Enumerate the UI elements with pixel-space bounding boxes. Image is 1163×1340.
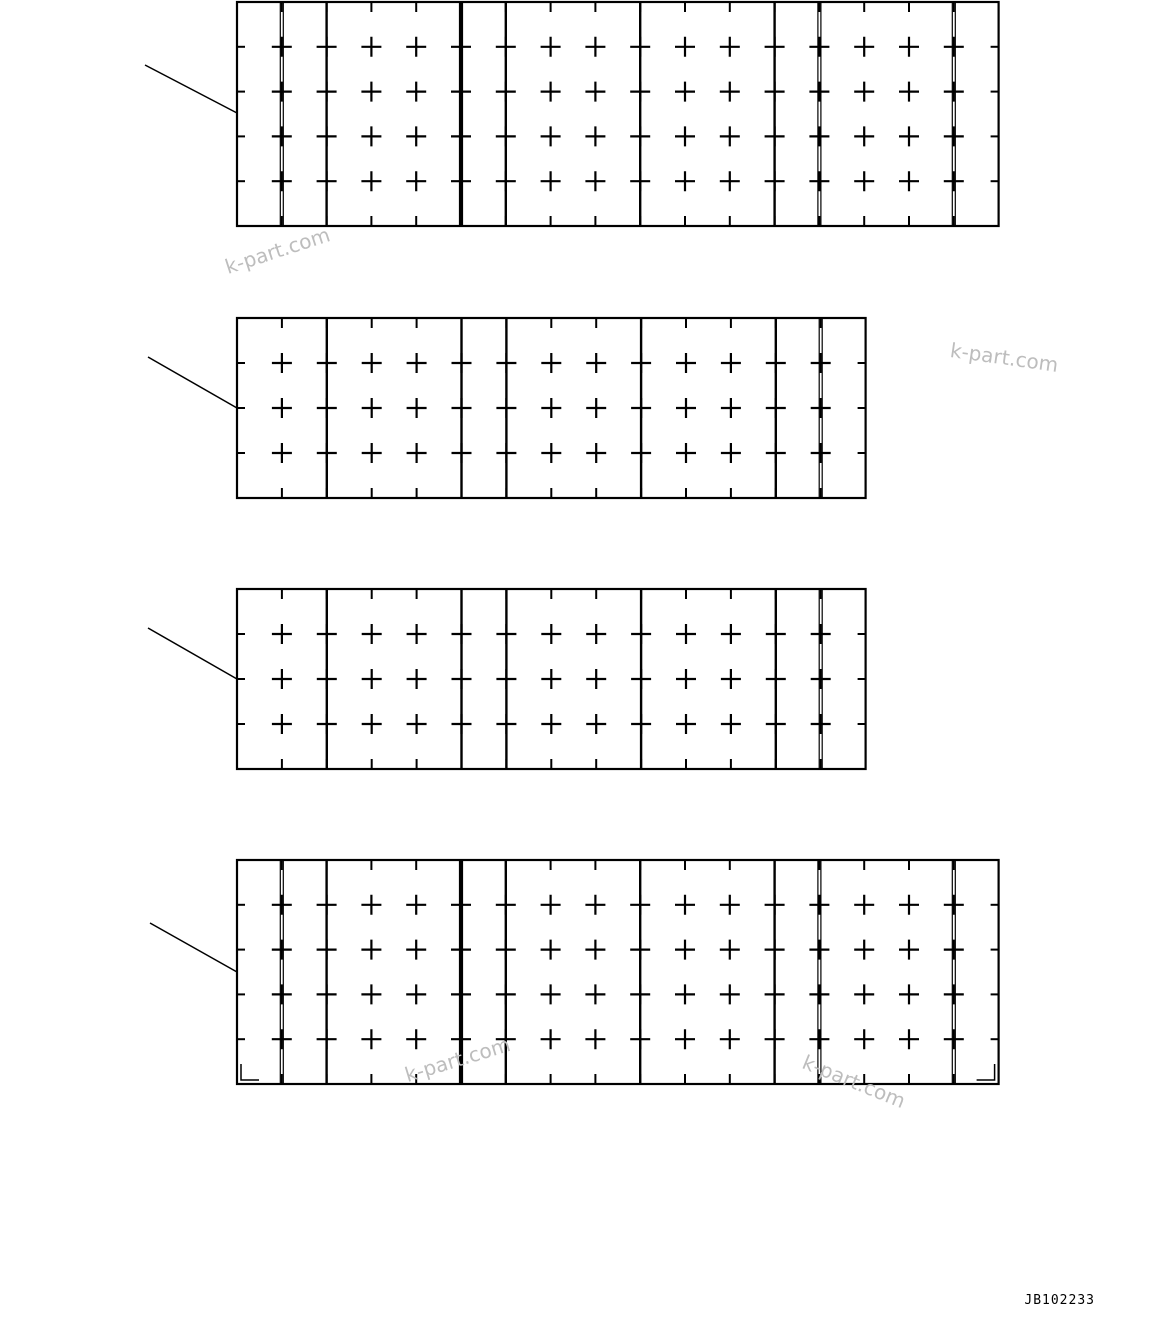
cross-slot (272, 714, 292, 734)
cross-slot (675, 984, 695, 1004)
leader-line-3 (148, 628, 237, 679)
cross-slot (406, 82, 426, 102)
cross-slot (407, 714, 427, 734)
cross-slot (272, 940, 292, 960)
cross-slot (362, 353, 382, 373)
cross-slot (809, 1029, 829, 1049)
cross-slot (809, 171, 829, 191)
cross-slot (585, 37, 605, 57)
cross-slot (272, 669, 292, 689)
cross-slot (541, 895, 561, 915)
cross-slot (406, 940, 426, 960)
cross-slot (362, 714, 382, 734)
cross-slot (361, 984, 381, 1004)
cross-slot (720, 171, 740, 191)
cross-slot (406, 37, 426, 57)
cross-slot (811, 398, 831, 418)
cross-slot (720, 895, 740, 915)
cross-slot (854, 940, 874, 960)
grate-frame (237, 2, 999, 226)
cross-slot (541, 37, 561, 57)
cross-slot (899, 940, 919, 960)
cross-slot (944, 940, 964, 960)
cross-slot (854, 1029, 874, 1049)
cross-slot (675, 1029, 695, 1049)
cross-slot (272, 353, 292, 373)
cross-slot (854, 895, 874, 915)
cross-slot (406, 895, 426, 915)
cross-slot (541, 669, 561, 689)
floor-grate-3 (237, 589, 866, 769)
cross-slot (406, 1029, 426, 1049)
cross-slot (720, 984, 740, 1004)
cross-slot (585, 940, 605, 960)
cross-slot (811, 624, 831, 644)
cross-slot (541, 940, 561, 960)
cross-slot (272, 37, 292, 57)
cross-slot (899, 1029, 919, 1049)
cross-slot (407, 353, 427, 373)
cross-slot (362, 669, 382, 689)
cross-slot (586, 443, 606, 463)
cross-slot (541, 1029, 561, 1049)
cross-slot (854, 82, 874, 102)
cross-slot (720, 940, 740, 960)
cross-slot (585, 1029, 605, 1049)
leader-line-1 (145, 65, 237, 113)
cross-slot (361, 895, 381, 915)
cross-slot (809, 895, 829, 915)
cross-slot (361, 82, 381, 102)
cross-slot (811, 353, 831, 373)
cross-slot (854, 984, 874, 1004)
cross-slot (899, 171, 919, 191)
cross-slot (406, 984, 426, 1004)
cross-slot (809, 37, 829, 57)
cross-slot (541, 171, 561, 191)
drawing-code: JB102233 (1024, 1293, 1095, 1308)
cross-slot (586, 714, 606, 734)
cross-slot (899, 984, 919, 1004)
cross-slot (272, 398, 292, 418)
watermark-1: k-part.com (222, 222, 333, 279)
cross-slot (585, 171, 605, 191)
cross-slot (899, 895, 919, 915)
cross-slot (809, 126, 829, 146)
cross-slot (809, 82, 829, 102)
cross-slot (541, 624, 561, 644)
cross-slot (721, 714, 741, 734)
cross-slot (407, 669, 427, 689)
cross-slot (720, 37, 740, 57)
cross-slot (362, 443, 382, 463)
cross-slot (809, 940, 829, 960)
cross-slot (586, 353, 606, 373)
floor-grate-1 (237, 2, 999, 226)
cross-slot (585, 895, 605, 915)
cross-slot (899, 126, 919, 146)
cross-slot (675, 126, 695, 146)
cross-slot (585, 984, 605, 1004)
cross-slot (676, 353, 696, 373)
cross-slot (541, 398, 561, 418)
cross-slot (721, 669, 741, 689)
cross-slot (675, 171, 695, 191)
cross-slot (675, 82, 695, 102)
cross-slot (362, 624, 382, 644)
cross-slot (899, 37, 919, 57)
cross-slot (272, 1029, 292, 1049)
cross-slot (721, 353, 741, 373)
cross-slot (272, 171, 292, 191)
cross-slot (361, 37, 381, 57)
leader-line-4 (150, 923, 237, 972)
corner-bracket (241, 1064, 259, 1080)
cross-slot (676, 624, 696, 644)
floor-grate-2 (237, 318, 866, 498)
cross-slot (811, 669, 831, 689)
cross-slot (720, 82, 740, 102)
cross-slot (944, 82, 964, 102)
cross-slot (272, 126, 292, 146)
corner-bracket (977, 1064, 995, 1080)
cross-slot (361, 940, 381, 960)
cross-slot (272, 443, 292, 463)
grate-frame (237, 860, 999, 1084)
cross-slot (721, 398, 741, 418)
cross-slot (854, 171, 874, 191)
cross-slot (541, 984, 561, 1004)
cross-slot (272, 624, 292, 644)
cross-slot (675, 895, 695, 915)
cross-slot (944, 126, 964, 146)
cross-slot (586, 398, 606, 418)
cross-slot (585, 126, 605, 146)
cross-slot (854, 37, 874, 57)
cross-slot (811, 714, 831, 734)
cross-slot (406, 126, 426, 146)
cross-slot (272, 82, 292, 102)
cross-slot (944, 171, 964, 191)
cross-slot (720, 126, 740, 146)
cross-slot (541, 126, 561, 146)
cross-slot (675, 37, 695, 57)
cross-slot (811, 443, 831, 463)
cross-slot (586, 624, 606, 644)
cross-slot (541, 353, 561, 373)
cross-slot (541, 714, 561, 734)
cross-slot (809, 984, 829, 1004)
cross-slot (407, 443, 427, 463)
cross-slot (361, 1029, 381, 1049)
cross-slot (407, 624, 427, 644)
watermark-2: k-part.com (948, 338, 1060, 377)
cross-slot (541, 443, 561, 463)
cross-slot (407, 398, 427, 418)
cross-slot (586, 669, 606, 689)
cross-slot (854, 126, 874, 146)
cross-slot (899, 82, 919, 102)
cross-slot (585, 82, 605, 102)
cross-slot (272, 895, 292, 915)
cross-slot (541, 82, 561, 102)
cross-slot (361, 171, 381, 191)
cross-slot (676, 714, 696, 734)
leader-line-2 (148, 357, 237, 408)
cross-slot (944, 37, 964, 57)
cross-slot (721, 443, 741, 463)
watermark-4: k-part.com (799, 1050, 909, 1114)
cross-slot (362, 398, 382, 418)
leader-lines (145, 65, 237, 972)
floor-grate-4 (237, 860, 999, 1084)
cross-slot (944, 984, 964, 1004)
cross-slot (272, 984, 292, 1004)
cross-slot (944, 1029, 964, 1049)
cross-slot (361, 126, 381, 146)
watermark-3: k-part.com (402, 1032, 514, 1087)
cross-slot (676, 398, 696, 418)
cross-slot (675, 940, 695, 960)
cross-slot (676, 669, 696, 689)
cross-slot (406, 171, 426, 191)
cross-slot (721, 624, 741, 644)
cross-slot (676, 443, 696, 463)
cross-slot (720, 1029, 740, 1049)
cross-slot (944, 895, 964, 915)
